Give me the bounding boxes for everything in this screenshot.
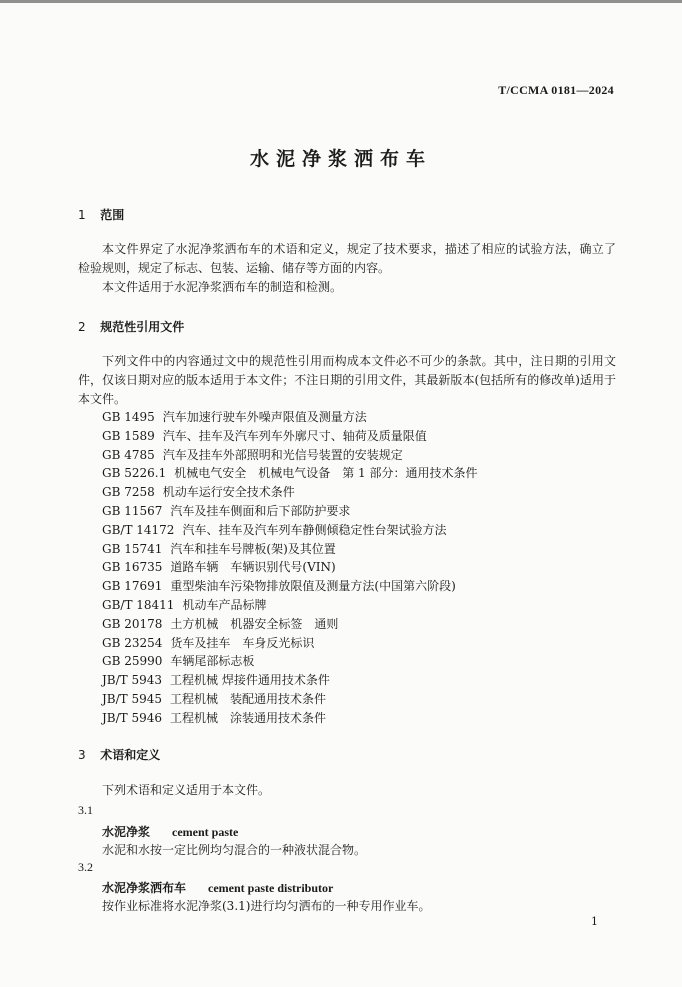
section-3-heading (78, 746, 160, 763)
reference-title: 汽车和挂车号牌板(架)及其位置 (170, 541, 336, 556)
section-number: 1 (78, 208, 86, 222)
page-number: 1 (591, 915, 598, 928)
term-heading (102, 823, 238, 840)
reference-code: GB 23254 (102, 635, 163, 650)
reference-code: GB 11567 (102, 503, 163, 518)
reference-item (102, 502, 478, 521)
reference-title: 汽车、挂车及汽车列车外廓尺寸、轴荷及质量限值 (162, 428, 427, 443)
reference-title: 重型柴油车污染物排放限值及测量方法(中国第六阶段) (170, 579, 456, 594)
reference-title: 工程机械 涂装通用技术条件 (170, 710, 327, 725)
reference-item (102, 652, 478, 671)
reference-code: JB/T 5945 (102, 691, 163, 706)
reference-title: 工程机械 装配通用技术条件 (170, 691, 327, 706)
reference-title: 货车及挂车 车身反光标识 (170, 635, 315, 650)
reference-item (102, 690, 478, 709)
reference-item (102, 615, 478, 634)
reference-item (102, 634, 478, 653)
reference-code: GB 20178 (102, 616, 163, 631)
term-english: cement paste (172, 825, 239, 839)
document-title: 水泥净浆洒布车 (249, 148, 432, 170)
reference-item (102, 577, 478, 596)
term-definition: 按作业标准将水泥净浆(3.1)进行均匀洒布的一种专用作业车。 (102, 899, 431, 913)
reference-item (102, 521, 478, 540)
term-number: 3.1 (78, 803, 93, 817)
term-chinese: 水泥净浆 (102, 825, 151, 839)
section-number: 3 (78, 748, 86, 762)
terms-intro: 下列术语和定义适用于本文件。 (102, 783, 271, 797)
reference-code: GB 7258 (102, 485, 155, 500)
reference-code: JB/T 5943 (102, 673, 163, 688)
reference-title: 机动车产品标牌 (182, 597, 267, 612)
section-2-heading (78, 318, 184, 335)
reference-title: 汽车及挂车侧面和后下部防护要求 (170, 503, 351, 518)
reference-code: GB 4785 (102, 447, 155, 462)
normative-intro: 下列文件中的内容通过文中的规范性引用而构成本文件必不可少的条款。其中，注日期的引用文件，仅该日期对应的版本适用于本文件；不注日期的引用文件，其最新版本(包括所有的修改单)适用于本文件。 (78, 354, 616, 406)
reference-item (102, 558, 478, 577)
section-number: 2 (78, 320, 86, 334)
reference-code: JB/T 5946 (102, 710, 163, 725)
reference-item (102, 464, 478, 483)
reference-code: GB/T 14172 (102, 522, 175, 537)
reference-title: 车辆尾部标志板 (170, 654, 255, 669)
reference-item (102, 671, 478, 690)
reference-code: GB 16735 (102, 560, 163, 575)
section-1-heading (78, 206, 124, 223)
reference-title: 机动车运行安全技术条件 (162, 485, 295, 500)
reference-list (102, 408, 478, 728)
reference-item (102, 408, 478, 427)
scope-paragraph-2: 本文件适用于水泥净浆洒布车的制造和检测。 (102, 280, 343, 294)
document-code: T/CCMA 0181—2024 (498, 83, 614, 97)
reference-item (102, 596, 478, 615)
reference-code: GB/T 18411 (102, 597, 175, 612)
reference-code: GB 15741 (102, 541, 163, 556)
reference-title: 汽车及挂车外部照明和光信号装置的安装规定 (162, 447, 403, 462)
reference-item (102, 446, 478, 465)
term-chinese: 水泥净浆洒布车 (102, 881, 187, 895)
term-heading (102, 879, 333, 896)
reference-title: 机械电气安全 机械电气设备 第 1 部分：通用技术条件 (174, 466, 478, 481)
reference-title: 汽车加速行驶车外噪声限值及测量方法 (162, 410, 367, 424)
reference-title: 土方机械 机器安全标签 通则 (170, 616, 339, 631)
term-number: 3.2 (78, 860, 93, 874)
reference-code: GB 1495 (102, 410, 155, 424)
reference-title: 工程机械 焊接件通用技术条件 (170, 673, 330, 688)
reference-item (102, 483, 478, 502)
reference-item (102, 540, 478, 559)
section-title: 术语和定义 (100, 748, 161, 762)
reference-code: GB 1589 (102, 428, 155, 443)
reference-item (102, 427, 478, 446)
reference-item (102, 709, 478, 728)
reference-code: GB 5226.1 (102, 466, 167, 481)
reference-code: GB 25990 (102, 654, 163, 669)
scope-paragraph-1: 本文件界定了水泥净浆洒布车的术语和定义，规定了技术要求，描述了相应的试验方法，确立了检验规则，规定了标志、包装、运输、储存等方面的内容。 (78, 242, 616, 275)
reference-title: 汽车、挂车及汽车列车静侧倾稳定性台架试验方法 (182, 522, 447, 537)
term-definition: 水泥和水按一定比例均匀混合的一种液状混合物。 (102, 843, 367, 857)
reference-code: GB 17691 (102, 579, 163, 594)
reference-title: 道路车辆 车辆识别代号(VIN) (170, 560, 336, 575)
term-english: cement paste distributor (208, 881, 334, 895)
section-title: 范围 (100, 208, 125, 222)
section-title: 规范性引用文件 (100, 320, 185, 334)
